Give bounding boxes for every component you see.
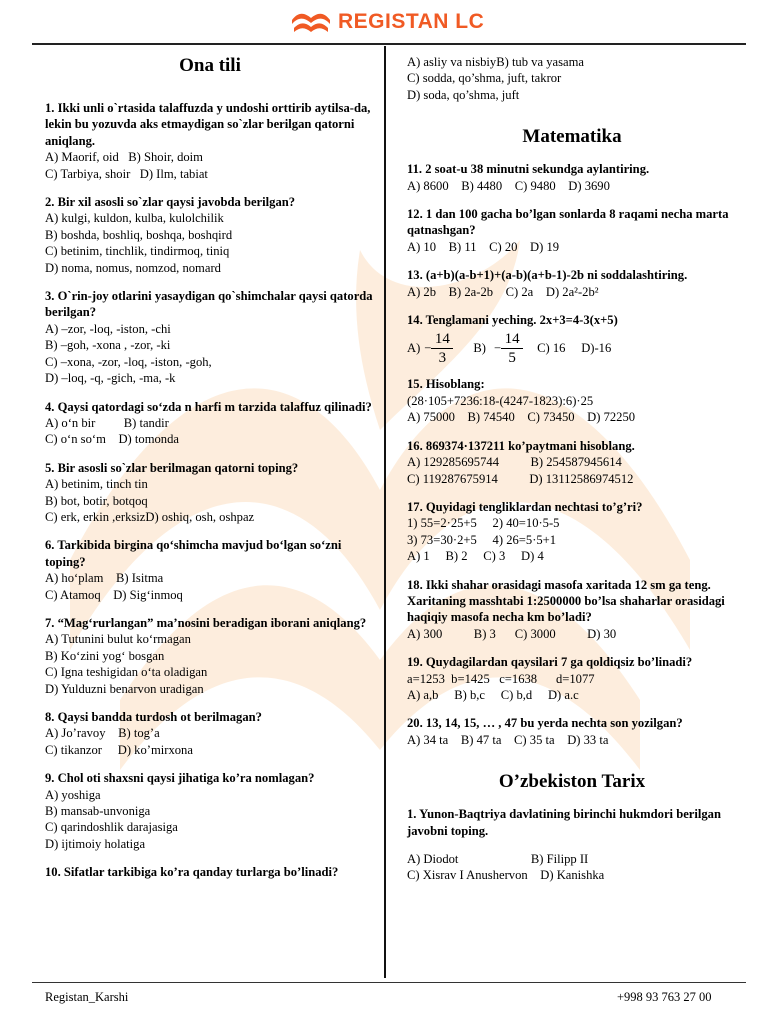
option-line: A) asliy va nisbiyB) tub va yasama — [407, 55, 584, 69]
question-text: 18. Ikki shahar orasidagi masofa xaritada 12 sm ga teng. Xaritaning masshtabi 1:2500000 bo’lsa shaharlar orasidagi haqiqiy masofa necha km bo’ladi? — [407, 577, 725, 625]
question-text: 3. O`rin-joy otlarini yasaydigan qo`shimchalar qaysi qatorda berilgan? — [45, 289, 373, 320]
question-text: 14. Tenglamani yeching. 2x+3=4-3(x+5) — [407, 313, 618, 328]
registan-book-logo-icon — [290, 8, 332, 36]
minus-sign: − — [494, 341, 502, 356]
brand-name: REGISTAN LC — [338, 10, 485, 33]
question-text: 1. Ikki unli o`rtasida talaffuzda y undoshi orttirib aytilsa-da, lekin bu yozuvda aks etmaydigan so`zlar berilgan qatorni aniqlang. — [45, 101, 371, 148]
fraction-a-denominator: 3 — [438, 349, 447, 366]
question-3 — [45, 288, 375, 386]
question-4 — [45, 399, 375, 448]
footer-rule — [32, 982, 746, 983]
question-text: 20. 13, 14, 15, … , 47 bu yerda nechta son yozilgan? — [407, 716, 683, 731]
option-line: C) 119287675914 D) 13112586974512 — [407, 471, 634, 486]
question-text: 8. Qaysi bandda turdosh ot berilmagan? — [45, 710, 262, 724]
option-line: C) betinim, tinchlik, tindirmoq, tiniq — [45, 244, 230, 259]
section-title-tarix: O’zbekiston Tarix — [498, 771, 646, 793]
option-line: D) soda, qo’shma, juft — [407, 87, 520, 102]
option-line: C) tikanzor D) ko’mirxona — [45, 742, 193, 757]
question-10 — [45, 864, 375, 880]
question-text: 5. Bir asosli so`zlar berilmagan qatorni toping? — [45, 460, 299, 475]
question-text: 17. Quyidagi tengliklardan nechtasi to’g’ri? — [407, 499, 643, 514]
option-line: A) betinim, tinch tin — [45, 477, 148, 492]
option-line: C) sodda, qo’shma, juft, takror — [407, 71, 562, 86]
option-line: A) 10 B) 11 C) 20 D) 19 — [407, 239, 560, 254]
option-line: C) Tarbiya, shoir D) Ilm, tabiat — [45, 166, 208, 181]
question-11 — [407, 161, 737, 194]
question-text: 10. Sifatlar tarkibiga ko’ra qanday turlarga bo’linadi? — [45, 865, 339, 880]
header — [0, 0, 768, 44]
option-line: A) a,b B) b,c C) b,d D) a.c — [407, 687, 579, 702]
question-16 — [407, 438, 737, 487]
section-title-ona-tili: Ona tili — [179, 55, 241, 76]
question-8 — [45, 709, 375, 758]
question-text: 13. (a+b)(a-b+1)+(a-b)(a+b-1)-2b ni soddalashtiring. — [407, 268, 688, 283]
option-line: A) yoshiga — [45, 787, 101, 802]
option-line: A) Diodot B) Filipp II — [407, 852, 589, 866]
question-9 — [45, 770, 375, 852]
fraction-a-numerator: 14 — [434, 330, 450, 347]
option-line: C) Atamoq D) Sig‘inmoq — [45, 587, 183, 602]
footer-account: Registan_Karshi — [45, 990, 129, 1004]
option-a-label: A) — [407, 341, 421, 356]
option-line: C) 16 D)-16 — [537, 341, 612, 356]
question-text: 15. Hisoblang: — [407, 377, 485, 392]
question-1 — [45, 100, 375, 182]
question-19 — [407, 654, 737, 703]
option-line: A) 34 ta B) 47 ta C) 35 ta D) 33 ta — [407, 732, 609, 747]
question-text: 19. Quydagilardan qaysilari 7 ga qoldiqsiz bo’linadi? — [407, 655, 693, 670]
question-text: 12. 1 dan 100 gacha bo’lgan sonlarda 8 raqami necha marta qatnashgan? — [407, 207, 729, 238]
option-line: a=1253 b=1425 c=1638 d=1077 — [407, 671, 595, 686]
option-line: (28·105+7236:18-(4247-1823):6)·25 — [407, 393, 594, 408]
fraction-b-numerator: 14 — [504, 330, 520, 347]
option-line: B) boshda, boshliq, boshqa, boshqird — [45, 227, 233, 242]
minus-sign: − — [424, 341, 432, 356]
option-line: A) 129285695744 B) 254587945614 — [407, 455, 622, 470]
question-text: 11. 2 soat-u 38 minutni sekundga aylantiring. — [407, 162, 650, 177]
option-line: A) kulgi, kuldon, kulba, kulolchilik — [45, 211, 224, 226]
question-text: 7. “Mag‘rurlangan” ma’nosini beradigan iborani aniqlang? — [45, 615, 367, 630]
option-line: A) 300 B) 3 C) 3000 D) 30 — [407, 626, 617, 641]
question-17 — [407, 499, 737, 565]
footer-phone: +998 93 763 27 00 — [617, 990, 712, 1004]
fraction-b-denominator: 5 — [508, 349, 516, 366]
column-divider — [384, 46, 386, 978]
option-line: A) 2b B) 2a-2b C) 2a D) 2a²-2b² — [407, 284, 599, 299]
history-question-1 — [407, 806, 737, 884]
header-rule — [32, 43, 746, 45]
option-line: D) Yulduzni benarvon uradigan — [45, 681, 204, 696]
question-20 — [407, 715, 737, 748]
question-18 — [407, 577, 737, 643]
question-13 — [407, 267, 737, 300]
question-14 — [407, 312, 737, 368]
option-b-label: B) — [473, 341, 486, 356]
fraction-a — [431, 330, 453, 367]
option-line: B) bot, botir, botqoq — [45, 493, 148, 508]
option-line: C) –xona, -zor, -loq, -iston, -goh, — [45, 354, 212, 369]
fraction-options — [407, 328, 737, 368]
section-title-matematika: Matematika — [522, 126, 622, 148]
option-line: A) –zor, -loq, -iston, -chi — [45, 321, 171, 336]
question-6 — [45, 537, 375, 603]
question-2 — [45, 194, 375, 276]
question-15 — [407, 376, 737, 425]
option-line: D) –loq, -q, -gich, -ma, -k — [45, 371, 176, 386]
option-line: B) mansab-unvoniga — [45, 804, 151, 819]
option-line: A) 8600 B) 4480 C) 9480 D) 3690 — [407, 178, 610, 193]
brand-logo — [290, 8, 484, 36]
question-text: 9. Chol oti shaxsni qaysi jihatiga ko’ra nomlagan? — [45, 771, 315, 786]
option-line: D) ijtimoiy holatiga — [45, 836, 146, 851]
question-12 — [407, 206, 737, 255]
left-column — [45, 54, 375, 881]
option-line: C) o‘n so‘m D) tomonda — [45, 432, 179, 447]
question-text: 2. Bir xil asosli so`zlar qaysi javobda berilgan? — [45, 195, 296, 210]
option-line: C) qarindoshlik darajasiga — [45, 820, 178, 835]
question-text: 6. Tarkibida birgina qo‘shimcha mavjud bo‘lgan so‘zni toping? — [45, 538, 342, 569]
question-text: 1. Yunon-Baqtriya davlatining birinchi hukmdori berilgan javobni toping. — [407, 807, 721, 838]
option-line: C) erk, erkin ,erksizD) oshiq, osh, oshpaz — [45, 509, 255, 524]
option-line: 1) 55=2·25+5 2) 40=10·5-5 — [407, 516, 560, 531]
option-line: A) Tutunini bulut ko‘rmagan — [45, 632, 191, 647]
option-line: C) Igna teshigidan o‘ta oladigan — [45, 665, 208, 680]
option-line: 3) 73=30·2+5 4) 26=5·5+1 — [407, 532, 557, 547]
option-line: A) Jo’ravoy B) tog’a — [45, 726, 160, 741]
question-7 — [45, 615, 375, 697]
fraction-b — [501, 330, 523, 367]
option-line: D) noma, nomus, nomzod, nomard — [45, 260, 221, 275]
option-line: A) 1 B) 2 C) 3 D) 4 — [407, 549, 544, 564]
question-text: 16. 869374·137211 ko’paytmani hisoblang. — [407, 438, 635, 453]
option-line: A) Maorif, oid B) Shoir, doim — [45, 150, 203, 165]
question-text: 4. Qaysi qatordagi so‘zda n harfi m tarzida talaffuz qilinadi? — [45, 399, 372, 414]
option-line: A) ho‘plam B) Isitma — [45, 571, 164, 586]
option-line: A) 75000 B) 74540 C) 73450 D) 72250 — [407, 410, 636, 425]
option-line: A) o‘n bir B) tandir — [45, 415, 169, 430]
right-column — [407, 54, 737, 884]
option-line: B) Ko‘zini yog‘ bosgan — [45, 648, 165, 663]
option-line: C) Xisrav I Anushervon D) Kanishka — [407, 868, 605, 883]
option-line: B) –goh, -xona , -zor, -ki — [45, 338, 171, 353]
question-5 — [45, 460, 375, 526]
